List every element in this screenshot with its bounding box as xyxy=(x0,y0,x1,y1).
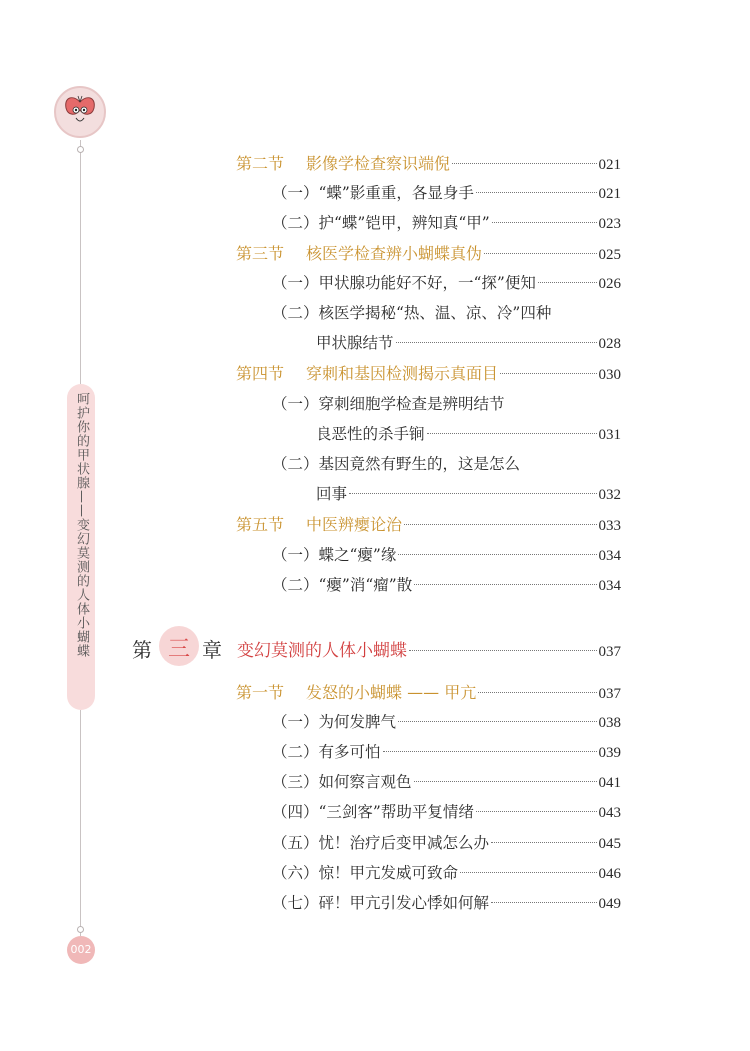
chapter-number: 三 xyxy=(167,637,190,662)
toc-item-row[interactable] xyxy=(272,740,621,762)
entry-text: （五）忧！治疗后变甲减怎么办 xyxy=(272,834,490,852)
toc-item-row[interactable] xyxy=(272,573,621,595)
side-rule-bottom xyxy=(80,710,81,936)
page-ref: 045 xyxy=(598,836,621,852)
page-ref: 041 xyxy=(598,775,621,791)
dot-leader xyxy=(349,493,596,494)
dot-leader xyxy=(478,692,596,693)
toc-section-row[interactable] xyxy=(236,512,621,535)
page-ref: 021 xyxy=(598,157,621,173)
chapter-prefix: 第 xyxy=(132,638,152,662)
page-ref: 039 xyxy=(598,745,621,761)
toc-section-row[interactable] xyxy=(236,361,621,384)
entry-text: （七）砰！甲亢引发心悸如何解 xyxy=(272,894,490,912)
book-title: 呵护你的甲状腺——变幻莫测的人体小蝴蝶 xyxy=(74,392,89,658)
section-title: 中医辨瘿论治 xyxy=(306,515,403,534)
page-ref: 025 xyxy=(598,247,621,263)
toc-item-row[interactable] xyxy=(272,271,621,293)
chapter-page: 037 xyxy=(598,644,621,660)
entry-text: （二）护“蝶”铠甲，辨知真“甲” xyxy=(272,214,490,232)
dot-leader xyxy=(398,721,596,722)
dot-leader xyxy=(452,163,596,164)
entry-text: 良恶性的杀手锏 xyxy=(316,425,425,443)
dot-leader xyxy=(476,192,597,193)
toc-item-row[interactable] xyxy=(272,770,621,792)
entry-text: 回事 xyxy=(316,485,348,503)
section-title: 穿刺和基因检测揭示真面目 xyxy=(306,364,499,383)
entry-text: （四）“三剑客”帮助平复情绪 xyxy=(272,803,474,821)
toc-item-continuation[interactable] xyxy=(316,482,621,504)
page-ref: 032 xyxy=(598,487,621,503)
chapter-suffix: 章 xyxy=(202,638,222,662)
chapter-heading[interactable] xyxy=(132,626,621,666)
dot-leader xyxy=(383,751,597,752)
entry-text: （一）穿刺细胞学检查是辨明结节 xyxy=(272,395,505,413)
section-label: 第一节 xyxy=(236,683,285,702)
dot-leader xyxy=(491,902,596,903)
toc-item-row[interactable] xyxy=(272,452,621,474)
entry-text: （二）有多可怕 xyxy=(272,743,381,761)
page-ref: 031 xyxy=(598,427,621,443)
dot-leader xyxy=(500,373,596,374)
toc-item-row[interactable] xyxy=(272,301,621,323)
page-ref: 038 xyxy=(598,715,621,731)
toc-item-row[interactable] xyxy=(272,392,621,414)
toc-item-row[interactable] xyxy=(272,891,621,913)
dot-leader xyxy=(484,253,596,254)
page-ref: 033 xyxy=(598,518,621,534)
dot-leader xyxy=(460,872,596,873)
page-ref: 028 xyxy=(598,336,621,352)
dot-leader xyxy=(538,282,597,283)
dot-leader xyxy=(414,781,597,782)
toc-section-row[interactable] xyxy=(236,151,621,174)
side-rule-top xyxy=(80,140,81,384)
entry-text: （三）如何察言观色 xyxy=(272,773,412,791)
page-ref: 026 xyxy=(598,276,621,292)
toc-item-continuation[interactable] xyxy=(316,422,621,444)
toc-section-row[interactable] xyxy=(236,241,621,264)
page-ref: 021 xyxy=(598,186,621,202)
page-ref: 046 xyxy=(598,866,621,882)
chapter-title: 变幻莫测的人体小蝴蝶 xyxy=(237,641,407,661)
entry-text: （二）“瘿”消“瘤”散 xyxy=(272,576,413,594)
entry-text: （二）基因竟然有野生的，这是怎么 xyxy=(272,455,521,473)
toc-item-row[interactable] xyxy=(272,800,621,822)
page-ref: 043 xyxy=(598,805,621,821)
section-title: 影像学检查察识端倪 xyxy=(306,154,451,173)
page-number: 002 xyxy=(67,936,95,964)
entry-text: （二）核医学揭秘“热、温、凉、冷”四种 xyxy=(272,304,552,322)
page-ref: 034 xyxy=(598,548,621,564)
toc-item-row[interactable] xyxy=(272,543,621,565)
dot-leader xyxy=(404,524,596,525)
dot-leader xyxy=(409,650,597,651)
page-ref: 034 xyxy=(598,578,621,594)
butterfly-logo-icon xyxy=(54,86,106,138)
book-title-spine xyxy=(67,384,95,710)
section-label: 第三节 xyxy=(236,244,285,263)
page-ref: 030 xyxy=(598,367,621,383)
rule-dot-bottom xyxy=(77,926,84,933)
dot-leader xyxy=(492,222,597,223)
dot-leader xyxy=(414,584,596,585)
section-label: 第四节 xyxy=(236,364,285,383)
entry-text: 甲状腺结节 xyxy=(316,334,394,352)
dot-leader xyxy=(491,842,596,843)
toc-item-row[interactable] xyxy=(272,181,621,203)
toc-item-continuation[interactable] xyxy=(316,331,621,353)
dot-leader xyxy=(476,811,597,812)
entry-text: （一）为何发脾气 xyxy=(272,713,397,731)
section-title: 核医学检查辨小蝴蝶真伪 xyxy=(306,244,483,263)
toc-item-row[interactable] xyxy=(272,211,621,233)
entry-text: （一）蝶之“瘿”缘 xyxy=(272,546,397,564)
section-label: 第二节 xyxy=(236,154,285,173)
entry-text: （一）甲状腺功能好不好，一“探”便知 xyxy=(272,274,536,292)
toc-item-row[interactable] xyxy=(272,861,621,883)
dot-leader xyxy=(396,342,597,343)
toc-section-row[interactable] xyxy=(236,680,621,703)
chapter-number-badge xyxy=(159,626,199,666)
toc-item-row[interactable] xyxy=(272,831,621,853)
page-ref: 049 xyxy=(598,896,621,912)
page-ref: 023 xyxy=(598,216,621,232)
dot-leader xyxy=(398,554,596,555)
entry-text: （一）“蝶”影重重，各显身手 xyxy=(272,184,474,202)
rule-dot-top xyxy=(77,146,84,153)
section-label: 第五节 xyxy=(236,515,285,534)
dot-leader xyxy=(427,433,597,434)
section-title: 发怒的小蝴蝶 —— 甲亢 xyxy=(306,683,477,702)
toc-item-row[interactable] xyxy=(272,710,621,732)
page-ref: 037 xyxy=(598,686,621,702)
entry-text: （六）惊！甲亢发威可致命 xyxy=(272,864,459,882)
